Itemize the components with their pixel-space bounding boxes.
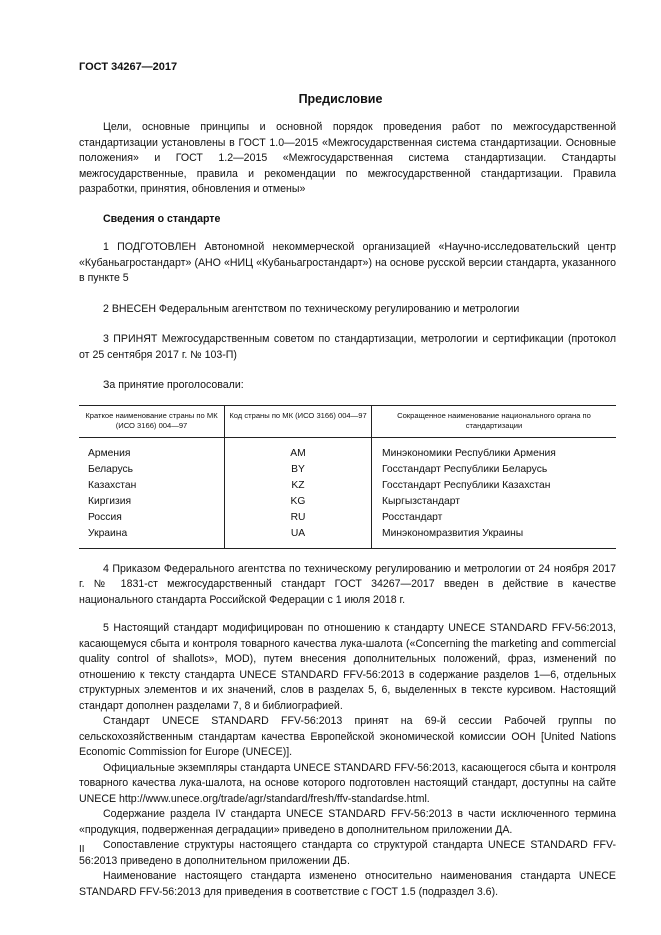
item-5: 5 Настоящий стандарт модифицирован по отношению к стандарту UNECE STANDARD FFV-56:2013, касающемуся сбыта и контроля товарного качества лука-шалота («Concerning the marketing and commercial quality control of shallots», MOD), путем внесения дополнительных положений, фраз, изменений по отношению к тексту стандарта UNECE STANDARD FFV-56:2013 в содержание разделов 1—6, отдельных структурных элементов и их значений, слов в разделах 5, 6, выделенных в тексте курсивом. Настоящий стандарт дополнен разделами 7, 8 и библиографией. xyxy=(79,622,616,712)
item-1: 1 ПОДГОТОВЛЕН Автономной некоммерческой организацией «Научно-исследовательский центр «Кубаньагростандарт» (АНО «НИЦ «Кубаньагростандарт») на основе русской версии стандарта, указанного в пункте 5 xyxy=(79,241,616,284)
page-number: II xyxy=(79,844,85,855)
country-code: RU xyxy=(225,510,372,526)
table-row xyxy=(79,437,616,462)
paragraph-official-copies: Официальные экземпляры стандарта UNECE STANDARD FFV-56:2013, касающегося сбыта и контроля товарного качества лука-шалота, на основе которого подготовлен настоящий стандарт, доступны на сайте UNECE http://www.unece.org/trade/agr/standard/fresh/ffv-standardse.html. xyxy=(79,761,616,805)
country-code: AM xyxy=(225,437,372,462)
table-header-row xyxy=(79,405,616,437)
country-code: KG xyxy=(225,494,372,510)
country-code: BY xyxy=(225,462,372,478)
country-code: UA xyxy=(225,526,372,549)
states-table xyxy=(79,405,616,549)
country-name: Казахстан xyxy=(88,479,137,491)
standards-body: Госстандарт Республики Казахстан xyxy=(372,478,617,494)
standards-body: Госстандарт Республики Беларусь xyxy=(372,462,617,478)
standards-body: Минэкономики Республики Армения xyxy=(372,437,617,462)
header-code: Код страны по МК (ИСО 3166) 004—97 xyxy=(225,405,372,437)
header-country: Краткое наименование страны по МК (ИСО 3166) 004—97 xyxy=(79,405,225,437)
table-row xyxy=(79,494,616,510)
header-body: Сокращенное наименование национального органа по стандартизации xyxy=(372,405,617,437)
standards-body: Кыргызстандарт xyxy=(372,494,617,510)
voted-label: За принятие проголосовали: xyxy=(103,379,244,391)
table-row xyxy=(79,526,616,549)
section-heading: Сведения о стандарте xyxy=(103,212,221,225)
country-code: KZ xyxy=(225,478,372,494)
document-header: ГОСТ 34267—2017 xyxy=(79,61,178,73)
paragraph-section-iv: Содержание раздела IV стандарта UNECE STANDARD FFV-56:2013 в части исключенного термина «продукция, подверженная деградации» приведено в дополнительном приложении ДА. xyxy=(79,808,616,836)
country-name: Украина xyxy=(79,526,225,549)
intro-paragraph: Цели, основные принципы и основной порядок проведения работ по межгосударственной стандартизации установлены в ГОСТ 1.0—2015 «Межгосударственная система стандартизации. Основные положения» и ГОСТ 1.2—2015 «Межгосударственная система стандартизации. Стандарты межгосударственные, правила и рекомендации по межгосударственной стандартизации. Правила разработки, принятия, обновления и отмены» xyxy=(79,121,616,195)
paragraph-structure-comparison: Сопоставление структуры настоящего стандарта со структурой стандарта UNECE STANDARD FFV-56:2013 приведено в дополнительном приложении ДБ. xyxy=(79,839,616,867)
item-3: 3 ПРИНЯТ Межгосударственным советом по стандартизации, метрологии и сертификации (протокол от 25 сентября 2017 г. № 103-П) xyxy=(79,333,616,361)
table-row xyxy=(79,462,616,478)
item-4: 4 Приказом Федерального агентства по техническому регулированию и метрологии от 24 ноября 2017 г. № 1831-ст межгосударственный стандарт ГОСТ 34267—2017 введен в действие в качестве национального стандарта Российской Федерации с 1 июля 2018 г. xyxy=(79,562,616,606)
page-title: Предисловие xyxy=(298,92,383,106)
country-name: Киргизия xyxy=(88,495,132,507)
standards-body: Росстандарт xyxy=(372,510,617,526)
paragraph-unece-session: Стандарт UNECE STANDARD FFV-56:2013 принят на 69-й сессии Рабочей группы по сельскохозяйственным стандартам качества Европейской экономической комиссии ООН [United Nations Economic Commission for Europe (UNECE)]. xyxy=(79,715,616,758)
paragraph-title-change: Наименование настоящего стандарта изменено относительно наименования стандарта UNECE STANDARD FFV-56:2013 для приведения в соответствие с ГОСТ 1.5 (подраздел 3.6). xyxy=(79,870,616,898)
table-row xyxy=(79,510,616,526)
document-body xyxy=(79,120,616,900)
item-2: 2 ВНЕСЕН Федеральным агентством по техническому регулированию и метрологии xyxy=(103,302,520,315)
country-name: Беларусь xyxy=(88,463,134,475)
country-name: Армения xyxy=(88,447,131,459)
standards-body: Минэкономразвития Украины xyxy=(372,526,617,549)
country-name: Россия xyxy=(88,511,122,523)
table-row xyxy=(79,478,616,494)
